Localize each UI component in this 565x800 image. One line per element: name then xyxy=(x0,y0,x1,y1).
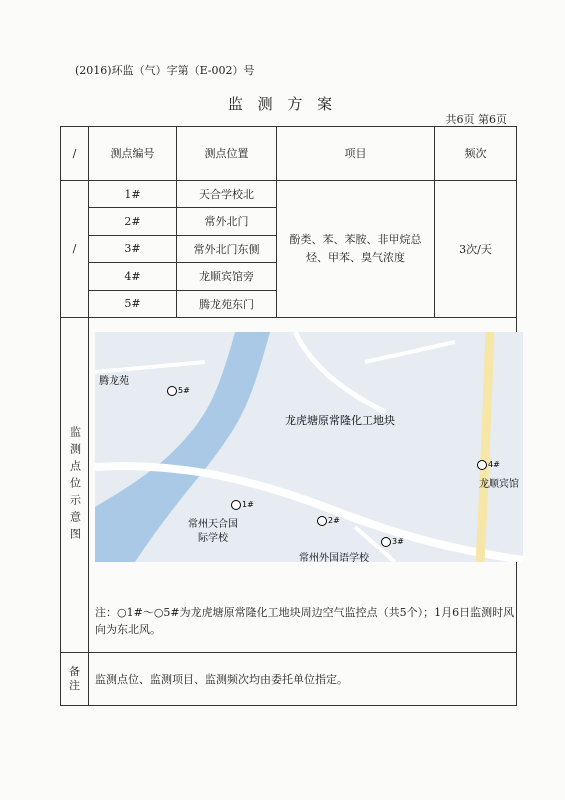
marker-circle-icon xyxy=(381,537,391,547)
river xyxy=(95,332,270,562)
point-id: 1# xyxy=(89,180,177,207)
header-location: 测点位置 xyxy=(177,127,277,181)
remarks-text: 监测点位、监测项目、监测频次均由委托单位指定。 xyxy=(89,653,517,706)
point-id: 3# xyxy=(89,235,177,262)
marker-circle-icon xyxy=(477,460,487,470)
header-items: 项目 xyxy=(277,127,435,181)
marker-circle-icon xyxy=(231,500,241,510)
row-slash: / xyxy=(61,180,89,317)
document-title: 监 测 方 案 xyxy=(227,95,338,113)
label-foreign-school: 常州外国语学校 xyxy=(299,552,369,562)
map-cell xyxy=(89,317,517,652)
monitoring-point-3 xyxy=(381,537,404,547)
point-id: 5# xyxy=(89,290,177,317)
monitoring-point-4 xyxy=(477,460,500,470)
label-site: 龙虎塘原常隆化工地块 xyxy=(285,413,395,427)
monitoring-plan-table xyxy=(60,126,517,706)
map-background-svg xyxy=(95,332,523,562)
label-longshun: 龙顺宾馆 xyxy=(479,478,519,490)
marker-circle-icon xyxy=(317,516,327,526)
point-id: 4# xyxy=(89,263,177,290)
point-location: 天合学校北 xyxy=(177,180,277,207)
point-location: 龙顺宾馆旁 xyxy=(177,263,277,290)
road-east xyxy=(480,332,490,562)
point-location: 腾龙苑东门 xyxy=(177,290,277,317)
monitoring-point-5 xyxy=(167,386,190,396)
point-location: 常外北门东侧 xyxy=(177,235,277,262)
map-note: 注：○1#～○5#为龙虎塘原常隆化工地块周边空气监控点（共5个）；1月6日监测时风向为东北风。 xyxy=(95,605,515,636)
point-location: 常外北门 xyxy=(177,208,277,235)
remarks-label: 备注 xyxy=(69,665,80,693)
monitoring-items: 酚类、苯、苯胺、非甲烷总烃、甲苯、臭气浓度 xyxy=(277,180,435,317)
road-west xyxy=(95,362,205,372)
monitoring-frequency: 3次/天 xyxy=(435,180,517,317)
remarks-label-cell xyxy=(61,653,89,706)
header-slash: / xyxy=(61,127,89,181)
header-frequency: 频次 xyxy=(435,127,517,181)
table-row xyxy=(61,180,517,207)
monitoring-point-1 xyxy=(231,500,254,510)
marker-4-label: 4# xyxy=(488,460,500,470)
remarks-row xyxy=(61,653,517,706)
site-map xyxy=(95,332,523,562)
table-header-row xyxy=(61,127,517,181)
point-id: 2# xyxy=(89,208,177,235)
map-section-label-cell xyxy=(61,317,89,652)
marker-2-label: 2# xyxy=(328,516,340,526)
map-section-label: 监测点位示意图 xyxy=(68,425,82,545)
marker-3-label: 3# xyxy=(392,537,404,547)
label-tianhe: 常州天合国际学校 xyxy=(188,518,238,544)
road-northeast xyxy=(365,342,455,362)
header-point-id: 测点编号 xyxy=(89,127,177,181)
label-tenglongyuan: 腾龙苑 xyxy=(99,375,129,387)
road-north xyxy=(295,332,385,412)
marker-5-label: 5# xyxy=(178,386,190,396)
map-row xyxy=(61,317,517,652)
page-info: 共6页 第6页 xyxy=(445,113,507,126)
marker-1-label: 1# xyxy=(242,500,254,510)
marker-circle-icon xyxy=(167,386,177,396)
document-number: (2016)环监（气）字第（E-002）号 xyxy=(75,64,255,77)
monitoring-point-2 xyxy=(317,516,340,526)
